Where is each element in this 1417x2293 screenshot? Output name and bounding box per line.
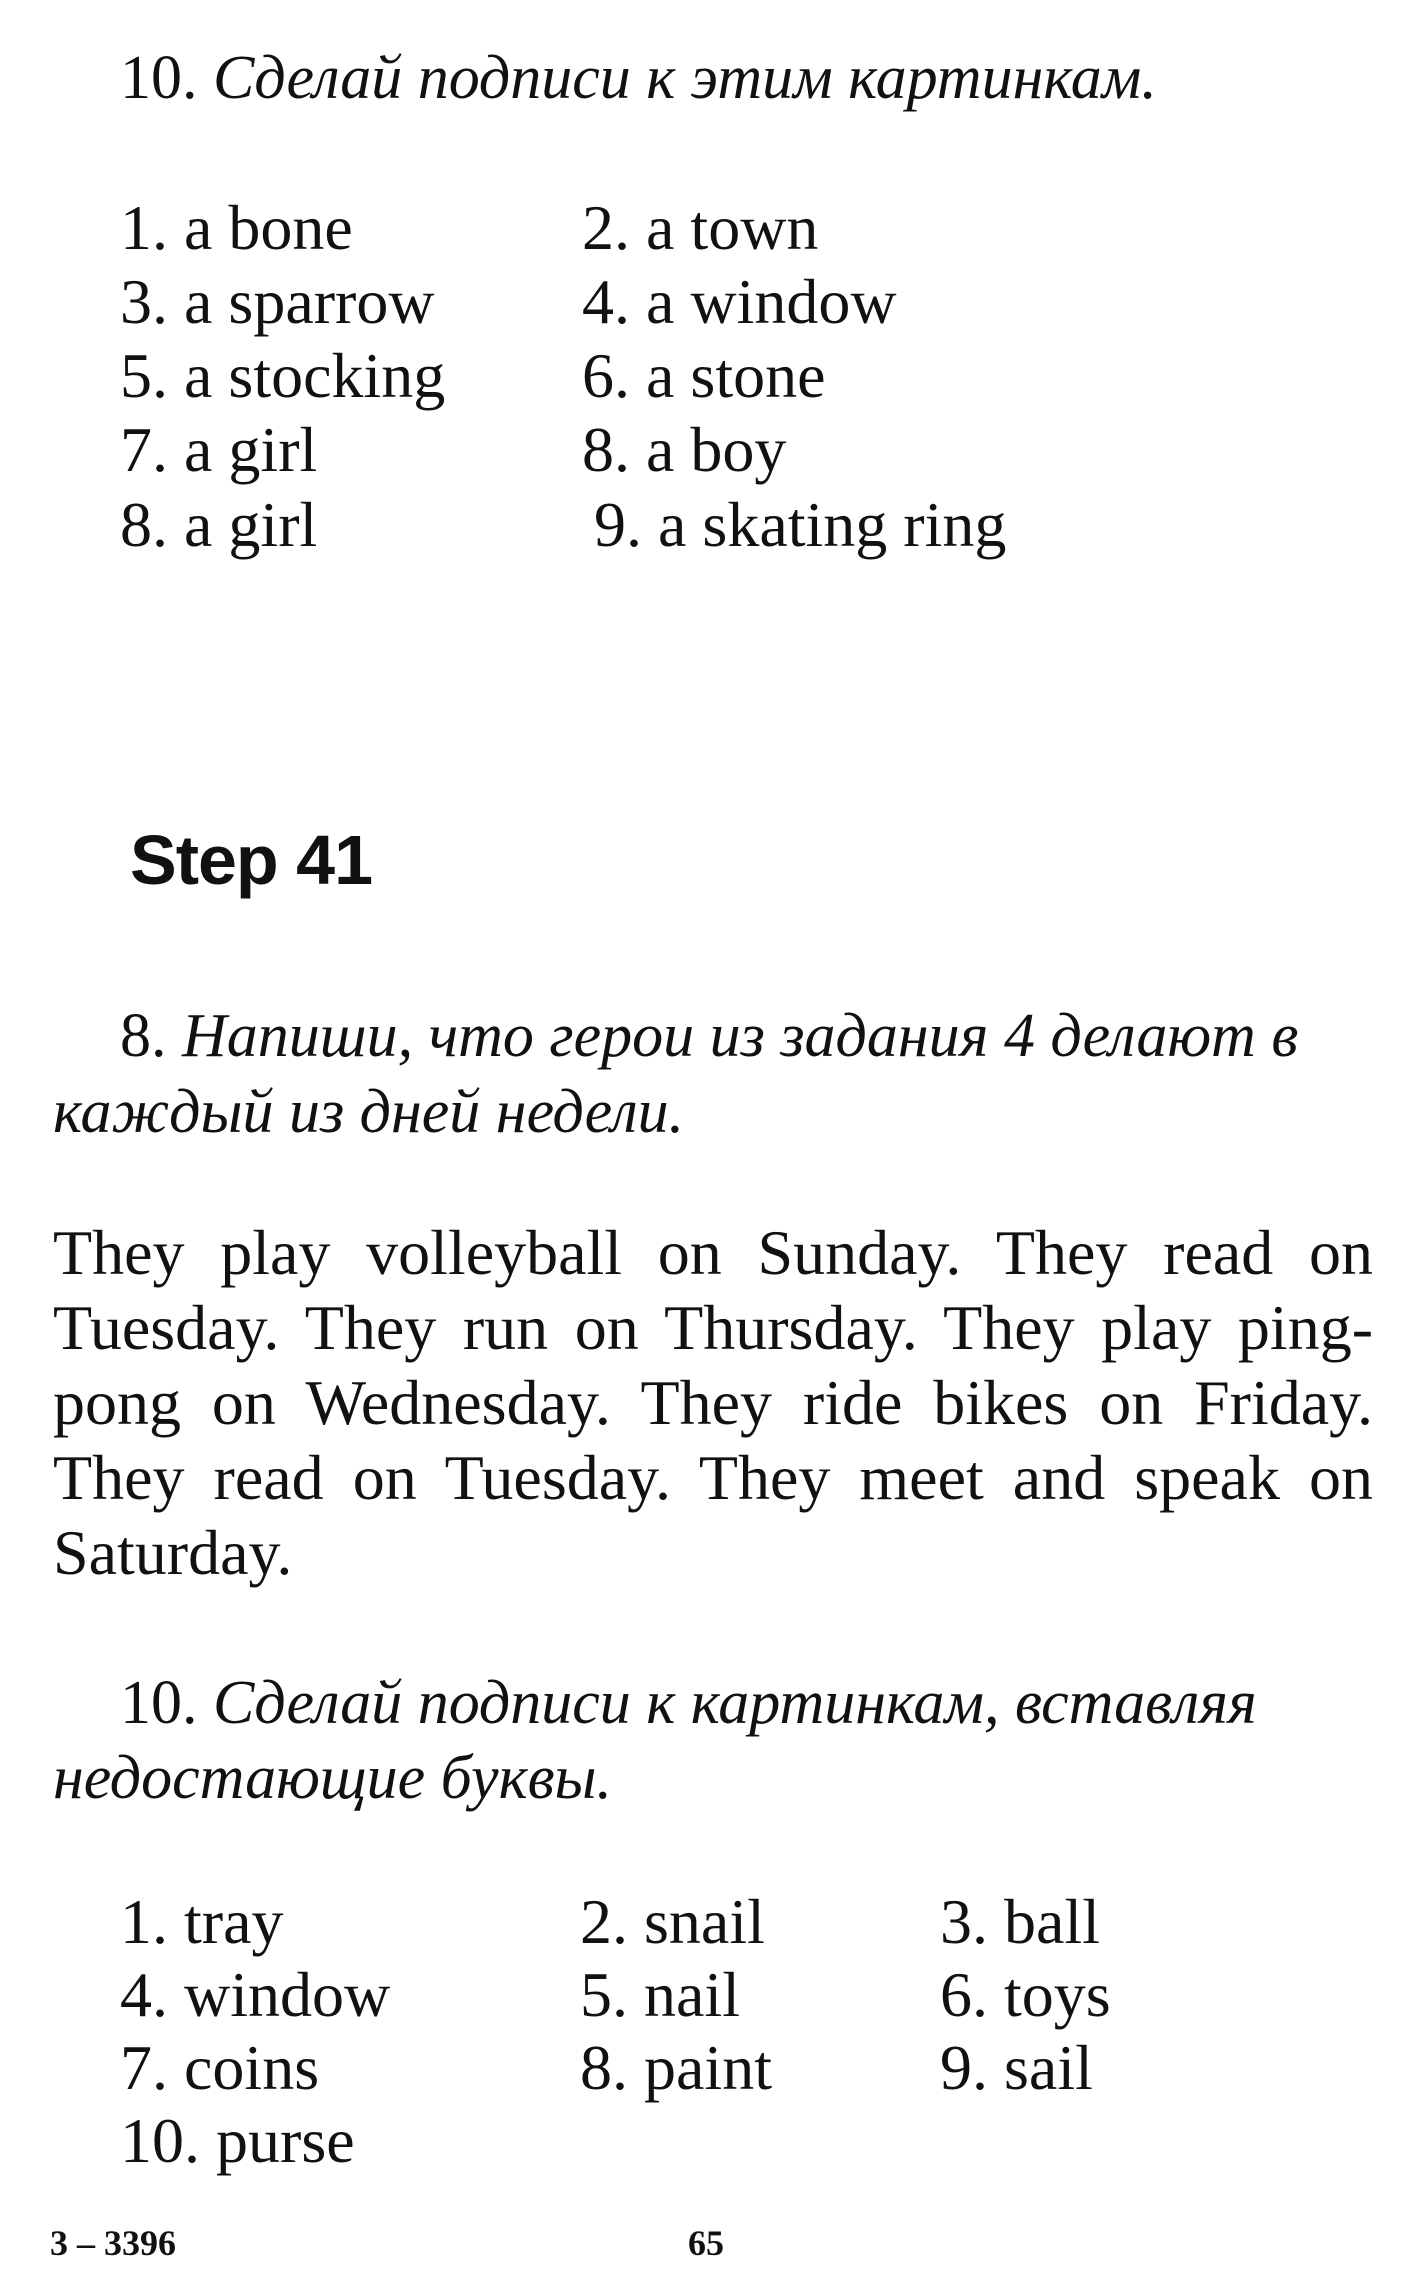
task-10-heading — [120, 40, 1157, 116]
task-instruction-line1: Сделай подписи к картинкам, вставляя — [213, 1669, 1257, 1737]
list-item: 3. a sparrow — [120, 266, 435, 337]
list-item: 3. ball — [940, 1886, 1100, 1957]
task-instruction-line1: Напиши, что герои из задания 4 делают в — [182, 1002, 1299, 1070]
list-item: 4. window — [120, 1959, 391, 2030]
list-item: 6. toys — [940, 1959, 1111, 2030]
list-item: 7. a girl — [120, 414, 318, 485]
list-item: 9. sail — [940, 2032, 1093, 2103]
list-item: 2. snail — [580, 1886, 765, 1957]
list-item: 8. a girl — [120, 489, 318, 560]
task-8-answer: They play volleyball on Sunday. They read on Tuesday. They run on Thursday. They play ping-pong on Wednesday. They ride bikes on Friday. They read on Tuesday. They meet and speak on Saturday. — [53, 1217, 1373, 1588]
task-10b-heading — [120, 1665, 1257, 1741]
task-instruction-line2: недостающие буквы. — [53, 1744, 612, 1812]
list-item: 4. a window — [582, 266, 897, 337]
task-8-heading-line2 — [53, 1074, 684, 1150]
list-item: 9. a skating ring — [594, 489, 1007, 560]
task-number: 10. — [120, 44, 198, 112]
task-8-heading — [120, 998, 1298, 1074]
list-item: 5. nail — [580, 1959, 740, 2030]
list-item: 1. tray — [120, 1886, 284, 1957]
list-item: 2. a town — [582, 192, 819, 263]
page-number: 65 — [688, 2223, 724, 2263]
list-item: 7. coins — [120, 2032, 320, 2103]
list-item: 8. paint — [580, 2032, 772, 2103]
list-item: 8. a boy — [582, 414, 787, 485]
list-item: 6. a stone — [582, 340, 826, 411]
list-item: 10. purse — [120, 2105, 355, 2176]
task-number: 10. — [120, 1669, 198, 1737]
print-signature: 3 – 3396 — [50, 2223, 176, 2263]
list-item: 1. a bone — [120, 192, 353, 263]
list-item: 5. a stocking — [120, 340, 446, 411]
task-10b-heading-line2 — [53, 1740, 612, 1816]
task-number: 8. — [120, 1002, 167, 1070]
task-instruction-line2: каждый из дней недели. — [53, 1078, 685, 1146]
task-instruction: Сделай подписи к этим картинкам. — [213, 44, 1157, 112]
step-heading: Step 41 — [130, 821, 372, 899]
